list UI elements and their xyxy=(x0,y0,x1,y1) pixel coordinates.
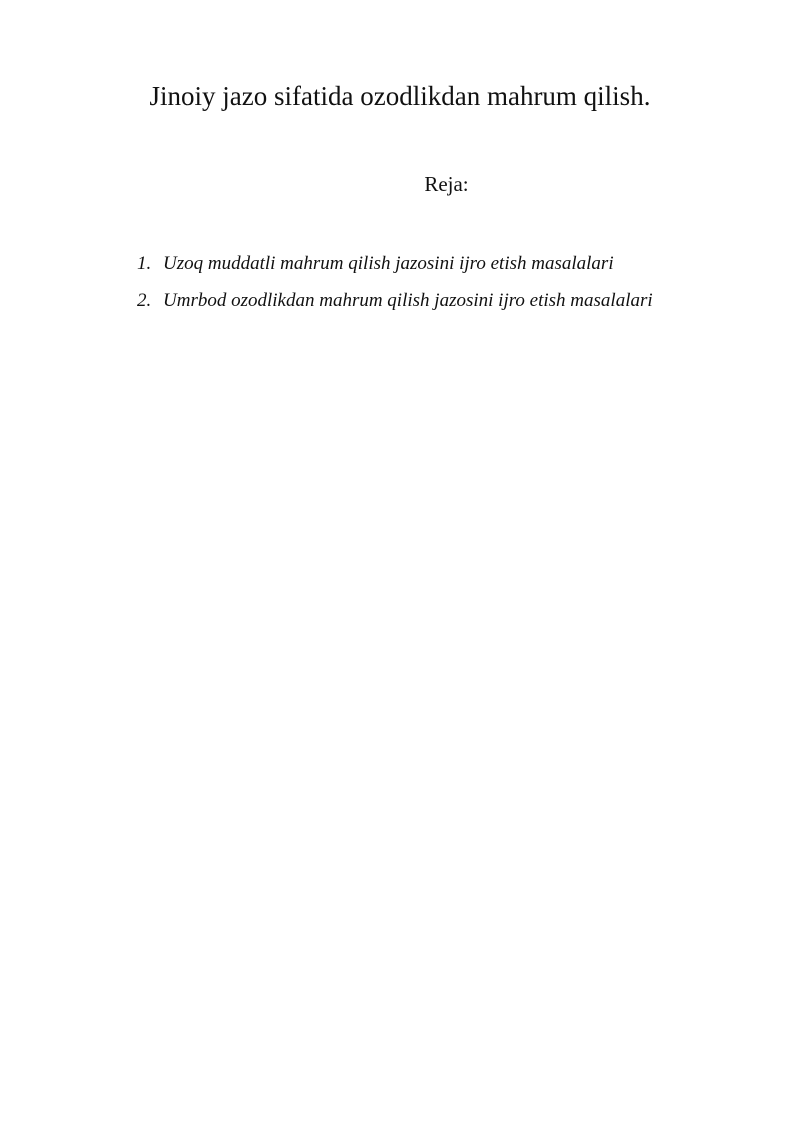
plan-item-1 xyxy=(137,251,653,288)
plan-item-text: Uzoq muddatli mahrum qilish jazosini ijro etish masalalari xyxy=(163,253,614,274)
document-title: Jinoiy jazo sifatida ozodlikdan mahrum qilish. xyxy=(149,81,651,111)
plan-heading: Reja: xyxy=(424,172,469,196)
plan-item-2 xyxy=(137,288,653,325)
plan-item-number: 2. xyxy=(137,290,152,311)
plan-item-text: Umrbod ozodlikdan mahrum qilish jazosini ijro etish masalalari xyxy=(163,290,653,311)
plan-list xyxy=(137,251,653,325)
plan-item-number: 1. xyxy=(137,253,152,274)
